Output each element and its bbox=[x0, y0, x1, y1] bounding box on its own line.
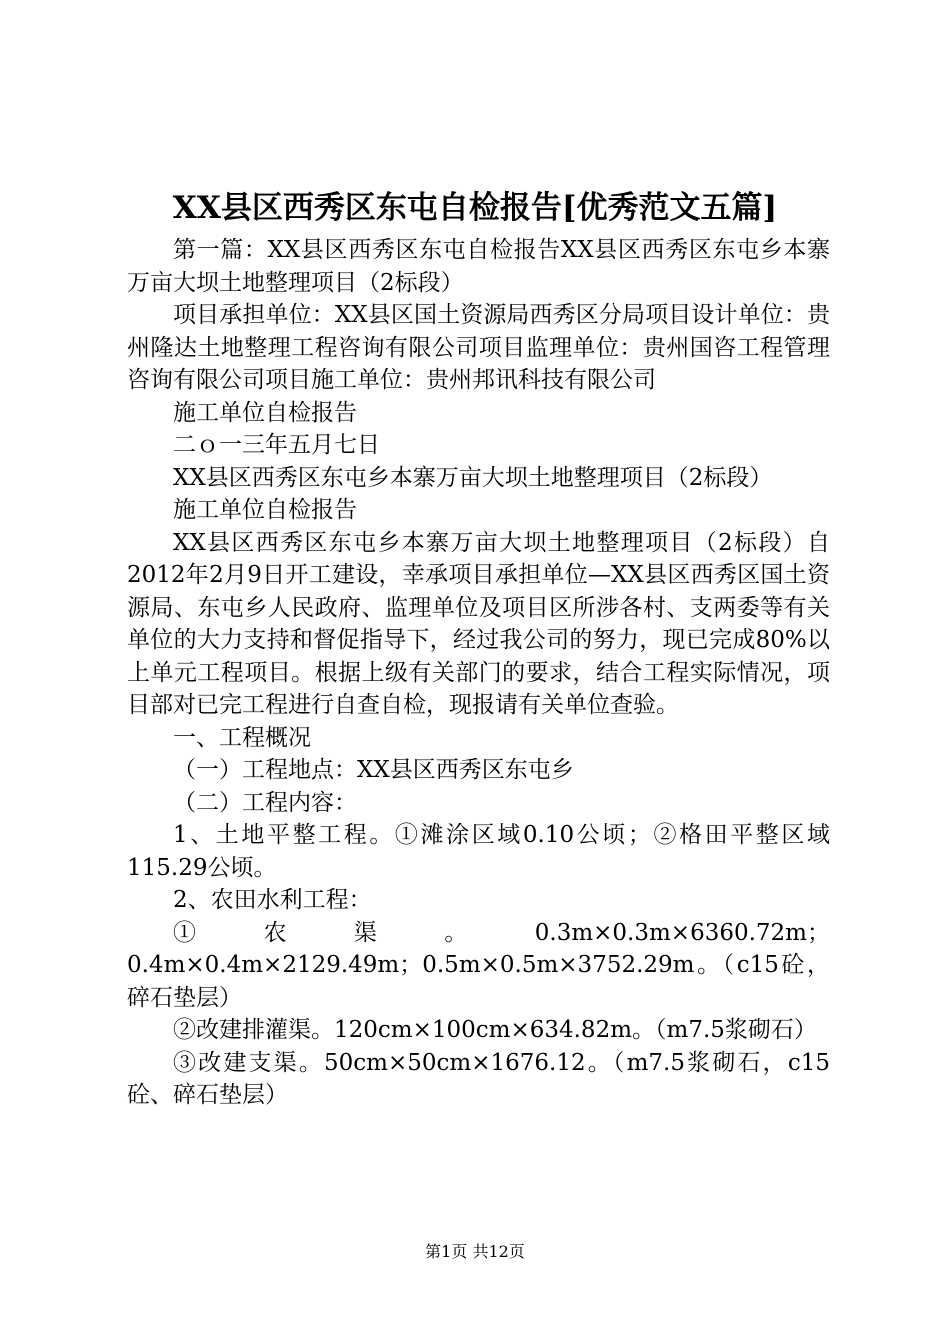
paragraph: XX县区西秀区东屯乡本寨万亩大坝土地整理项目（2标段）自2012年2月9日开工建设，幸承项目承担单位—XX县区西秀区国土资源局、东屯乡人民政府、监理单位及项目区所涉各村、支两委等有关单位的大力支持和督促指导下，经过我公司的努力，现已完成80%以上单元工程项目。根据上级有关部门的要求，结合工程实际情况，项目部对已完工程进行自查自检，现报请有关单位查验。 bbox=[127, 529, 830, 718]
paragraph: 2、农田水利工程： bbox=[173, 887, 372, 913]
paragraph: ③改建支渠。50cm×50cm×1676.12。（m7.5浆砌石，c15砼、碎石垫层） bbox=[127, 1049, 830, 1108]
paragraph: 1、土地平整工程。①滩涂区域0.10公顷；②格田平整区域115.29公顷。 bbox=[127, 822, 830, 881]
paragraph: 第一篇：XX县区西秀区东屯自检报告XX县区西秀区东屯乡本寨万亩大坝土地整理项目（2标段） bbox=[127, 237, 830, 296]
paragraph: ②改建排灌渠。120cm×100cm×634.82m。（m7.5浆砌石） bbox=[173, 1017, 817, 1043]
paragraph: 项目承担单位：XX县区国土资源局西秀区分局项目设计单位：贵州隆达土地整理工程咨询有限公司项目监理单位：贵州国咨工程管理咨询有限公司项目施工单位：贵州邦讯科技有限公司 bbox=[127, 302, 830, 393]
paragraph: 施工单位自检报告 bbox=[173, 497, 357, 523]
section-heading: 一、工程概况 bbox=[173, 724, 311, 751]
paragraph: （一）工程地点：XX县区西秀区东屯乡 bbox=[173, 757, 574, 783]
page-footer: 第1页 共12页 bbox=[425, 1242, 525, 1261]
paragraph: 二ｏ一三年五月七日 bbox=[173, 432, 380, 458]
document-title: XX县区西秀区东屯自检报告[优秀范文五篇] bbox=[172, 190, 778, 226]
paragraph: 施工单位自检报告 bbox=[173, 399, 357, 426]
paragraph: （二）工程内容： bbox=[173, 789, 357, 816]
paragraph: ①农渠。0.3m×0.3m×6360.72m；0.4m×0.4m×2129.49m；0.5m×0.5m×3752.29m。（c15砼，碎石垫层） bbox=[127, 919, 830, 1011]
document-body bbox=[127, 234, 830, 1112]
paragraph: XX县区西秀区东屯乡本寨万亩大坝土地整理项目（2标段） bbox=[173, 464, 773, 491]
